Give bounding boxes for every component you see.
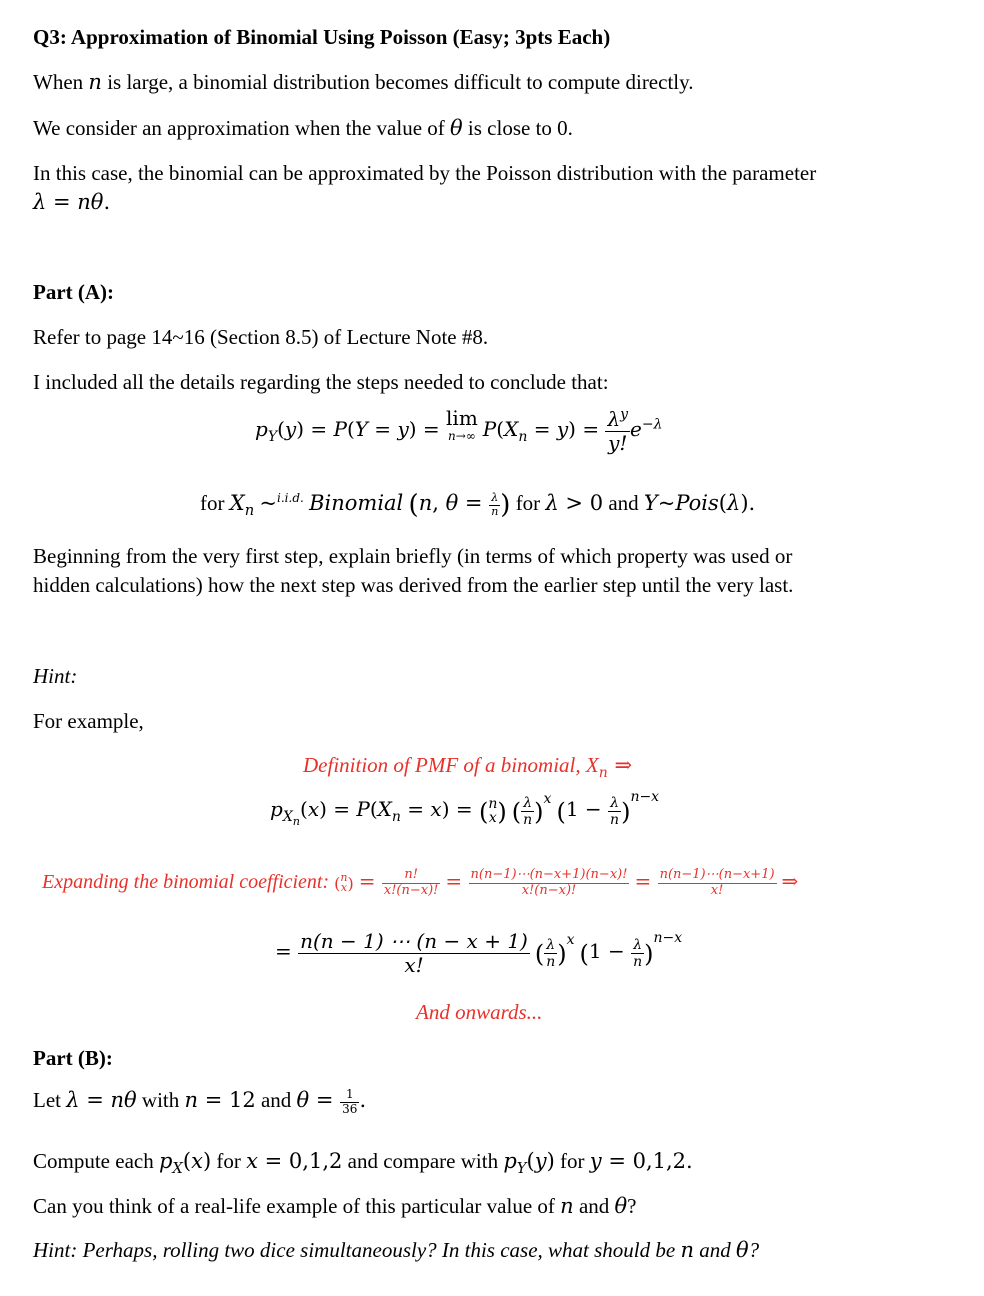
intro-line-2: We consider an approximation when the value of θ is close to 0. bbox=[33, 116, 573, 140]
part-a-heading: Part (A): bbox=[33, 280, 115, 304]
expanding-binomial-line: Expanding the binomial coefficient: ( n x ) = $\frac{n!}{x!(n-x)!}$ = $\frac{n(n-1)\cdots(n-x+1)(n-x)!}{x!(n-x)!}$ = $\frac{n(n-1)\cdots(n-x+1)}{x!}$ ⇒ bbox=[42, 867, 799, 898]
intro-line-3b: λ = nθ. bbox=[33, 190, 111, 214]
intro-line-3: In this case, the binomial can be approximated by the Poisson distribution with the parameter bbox=[33, 161, 817, 185]
part-b-think: Can you think of a real-life example of this particular value of n and θ? bbox=[33, 1194, 637, 1218]
part-a-explain-1: Beginning from the very first step, explain briefly (in terms of which property was used or bbox=[33, 544, 793, 568]
equation-main: $p_Y(y) = P(Y = y)$ = lim n→∞ $P(X_n = y)$ = $\frac{\lambda^y}{y!}$ $e^{-\lambda}$ bbox=[255, 406, 663, 455]
definition-pmf-caption: Definition of PMF of a binomial, $X_n$ ⇒ bbox=[303, 753, 633, 781]
part-b-let: Let λ = nθ with n = 12 and θ = $\frac{1}{36}$ . bbox=[33, 1087, 367, 1116]
example-label: For example, bbox=[33, 709, 144, 733]
part-a-included: I included all the details regarding the steps needed to conclude that: bbox=[33, 370, 609, 394]
part-a-explain-2: hidden calculations) how the next step was derived from the earlier step until the very last. bbox=[33, 573, 794, 597]
equation-pmf: $p_{X_n}(x) = P(X_n = x)$ = ( n x ) ( $\frac{\lambda}{n}$ )$^x$ (1 − $\frac{\lambda}{n}$ )$^{n-x}$ bbox=[270, 788, 660, 829]
equation-expanded: = $\frac{n(n - 1) \cdots (n - x + 1)}{x!}$ ( $\frac{\lambda}{n}$ )$^x$ (1 − $\frac{\lambda}{n}$ )$^{n-x}$ bbox=[275, 929, 683, 977]
question-title: Q3: Approximation of Binomial Using Poisson (Easy; 3pts Each) bbox=[33, 25, 611, 49]
equation-condition: for $X_n$ ~$^{i.i.d.}$ Binomial (n, θ = $\frac{\lambda}{n}$ ) for λ > 0 and Y~Pois(λ). bbox=[200, 490, 756, 520]
and-onwards: And onwards... bbox=[416, 1000, 543, 1024]
hint-label: Hint: bbox=[33, 664, 78, 688]
part-b-compute: Compute each $p_X(x)$ for x = 0,1,2 and compare with $p_Y(y)$ for y = 0,1,2. bbox=[33, 1149, 693, 1178]
intro-line-1: When n is large, a binomial distribution becomes difficult to compute directly. bbox=[33, 70, 694, 94]
part-a-refer: Refer to page 14~16 (Section 8.5) of Lecture Note #8. bbox=[33, 325, 489, 349]
part-b-heading: Part (B): bbox=[33, 1046, 113, 1070]
part-b-hint: Hint: Perhaps, rolling two dice simultaneously? In this case, what should be n and θ? bbox=[33, 1238, 760, 1262]
